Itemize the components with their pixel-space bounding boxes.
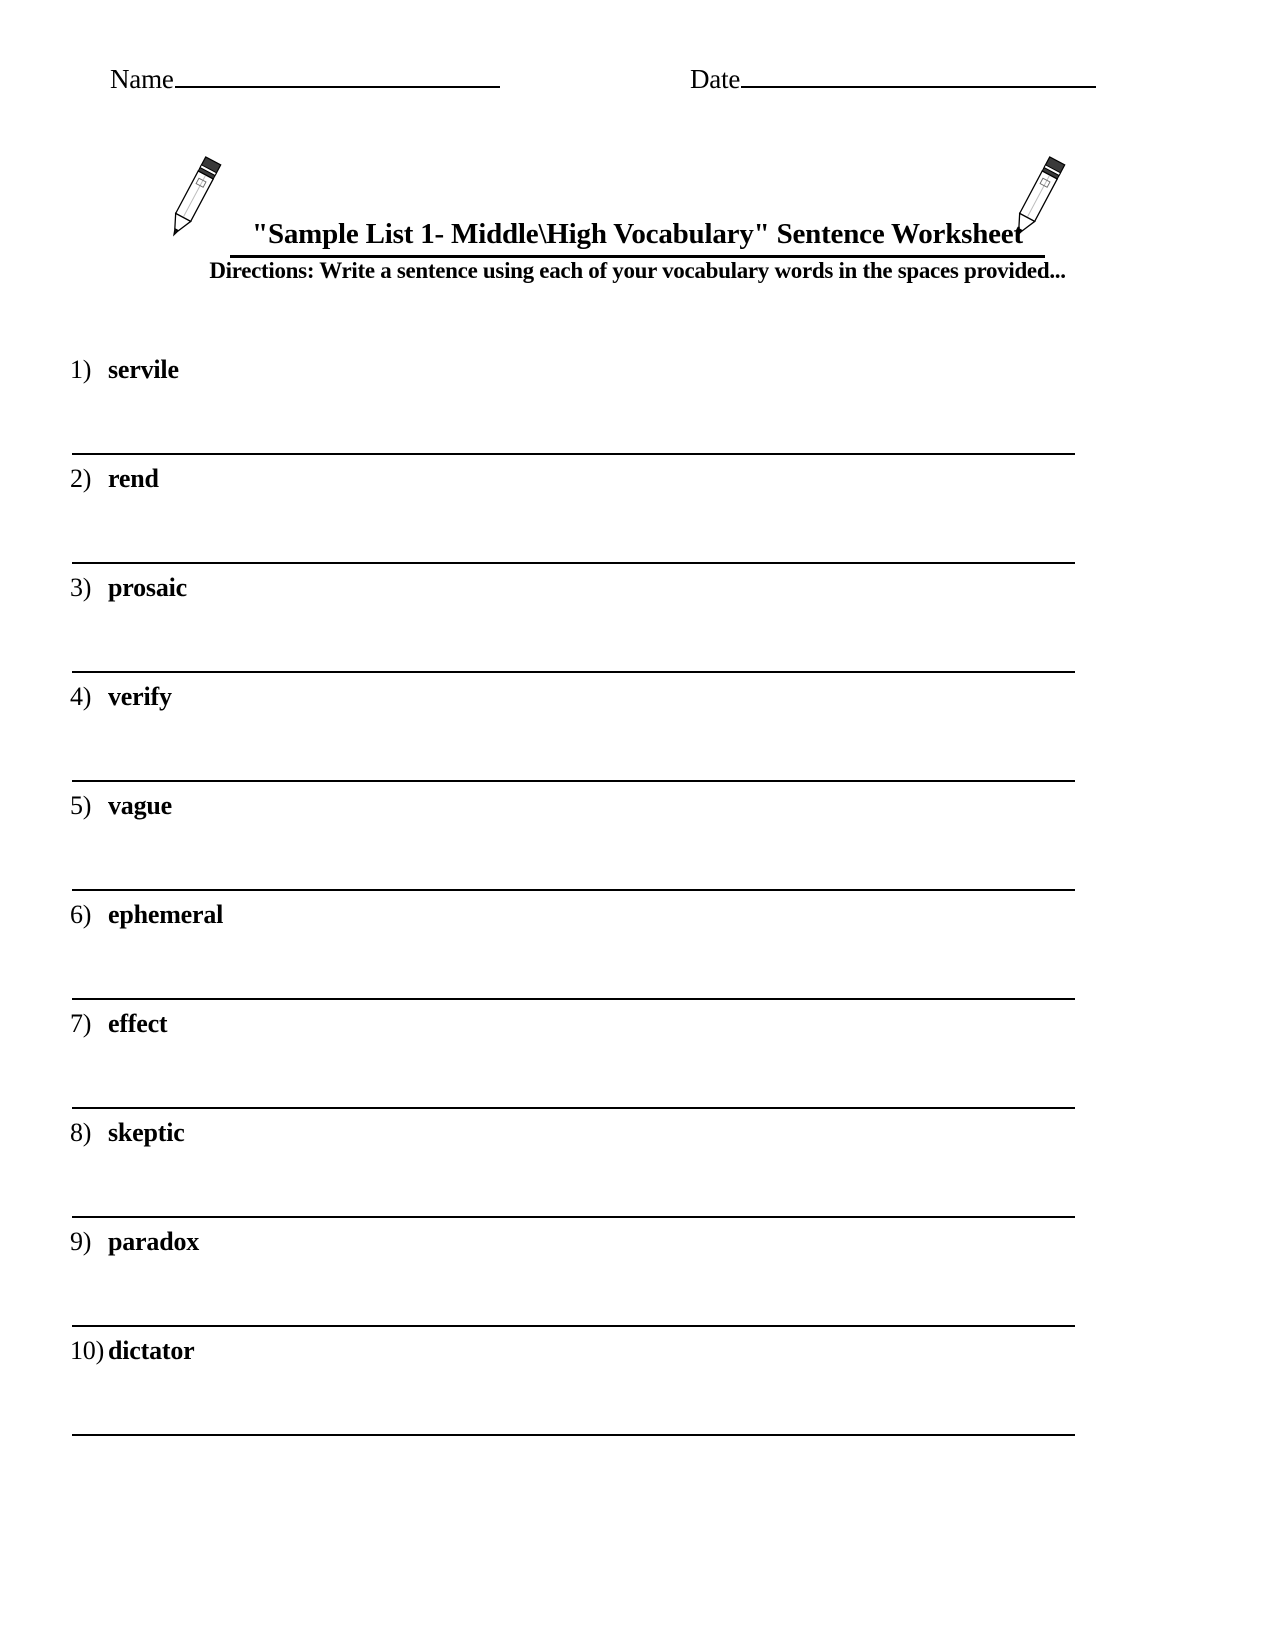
list-item xyxy=(0,677,1275,786)
item-heading xyxy=(70,463,159,495)
date-field-group xyxy=(690,62,1096,96)
vocabulary-word: ephemeral xyxy=(108,900,224,929)
item-heading xyxy=(70,1226,199,1258)
vocabulary-item-list xyxy=(0,350,1275,1440)
answer-write-in-line[interactable] xyxy=(72,1434,1075,1436)
item-number: 1) xyxy=(70,355,92,384)
item-number: 10) xyxy=(70,1336,105,1365)
item-number: 2) xyxy=(70,464,92,493)
list-item xyxy=(0,1331,1275,1440)
vocabulary-word: rend xyxy=(108,464,159,493)
list-item xyxy=(0,786,1275,895)
date-write-in-blank[interactable] xyxy=(741,69,1096,88)
answer-write-in-line[interactable] xyxy=(72,453,1075,455)
item-number: 6) xyxy=(70,900,92,929)
item-heading xyxy=(70,1008,167,1040)
answer-write-in-line[interactable] xyxy=(72,998,1075,1000)
answer-write-in-line[interactable] xyxy=(72,780,1075,782)
item-heading xyxy=(70,681,172,713)
name-label: Name xyxy=(110,64,174,94)
list-item xyxy=(0,350,1275,459)
item-heading xyxy=(70,1117,185,1149)
list-item xyxy=(0,1113,1275,1222)
answer-write-in-line[interactable] xyxy=(72,1107,1075,1109)
vocabulary-word: effect xyxy=(108,1009,168,1038)
item-heading xyxy=(70,790,172,822)
name-write-in-blank[interactable] xyxy=(175,69,500,88)
list-item xyxy=(0,1004,1275,1113)
date-label: Date xyxy=(690,64,741,94)
answer-write-in-line[interactable] xyxy=(72,1325,1075,1327)
item-number: 5) xyxy=(70,791,92,820)
item-heading xyxy=(70,572,187,604)
answer-write-in-line[interactable] xyxy=(72,889,1075,891)
vocabulary-word: prosaic xyxy=(108,573,188,602)
vocabulary-word: servile xyxy=(108,355,179,384)
item-heading xyxy=(70,354,179,386)
vocabulary-word: vague xyxy=(108,791,173,820)
item-number: 7) xyxy=(70,1009,92,1038)
list-item xyxy=(0,895,1275,1004)
answer-write-in-line[interactable] xyxy=(72,671,1075,673)
list-item xyxy=(0,459,1275,568)
name-date-header xyxy=(0,62,1275,108)
answer-write-in-line[interactable] xyxy=(72,562,1075,564)
vocabulary-word: verify xyxy=(108,682,172,711)
list-item xyxy=(0,568,1275,677)
item-number: 3) xyxy=(70,573,92,602)
directions-row xyxy=(0,257,1275,285)
item-number: 9) xyxy=(70,1227,92,1256)
vocabulary-word: dictator xyxy=(108,1336,195,1365)
vocabulary-word: paradox xyxy=(108,1227,200,1256)
item-number: 4) xyxy=(70,682,92,711)
list-item xyxy=(0,1222,1275,1331)
item-heading xyxy=(70,1335,194,1367)
item-number: 8) xyxy=(70,1118,92,1147)
answer-write-in-line[interactable] xyxy=(72,1216,1075,1218)
directions-text: Directions: Write a sentence using each of your vocabulary words in the spaces provided... xyxy=(209,258,1066,283)
page-title: "Sample List 1- Middle\High Vocabulary" Sentence Worksheet xyxy=(230,216,1045,258)
title-block xyxy=(0,140,1275,290)
item-heading xyxy=(70,899,223,931)
vocabulary-word: skeptic xyxy=(108,1118,185,1147)
name-field-group xyxy=(110,62,500,96)
worksheet-title-row xyxy=(0,216,1275,258)
